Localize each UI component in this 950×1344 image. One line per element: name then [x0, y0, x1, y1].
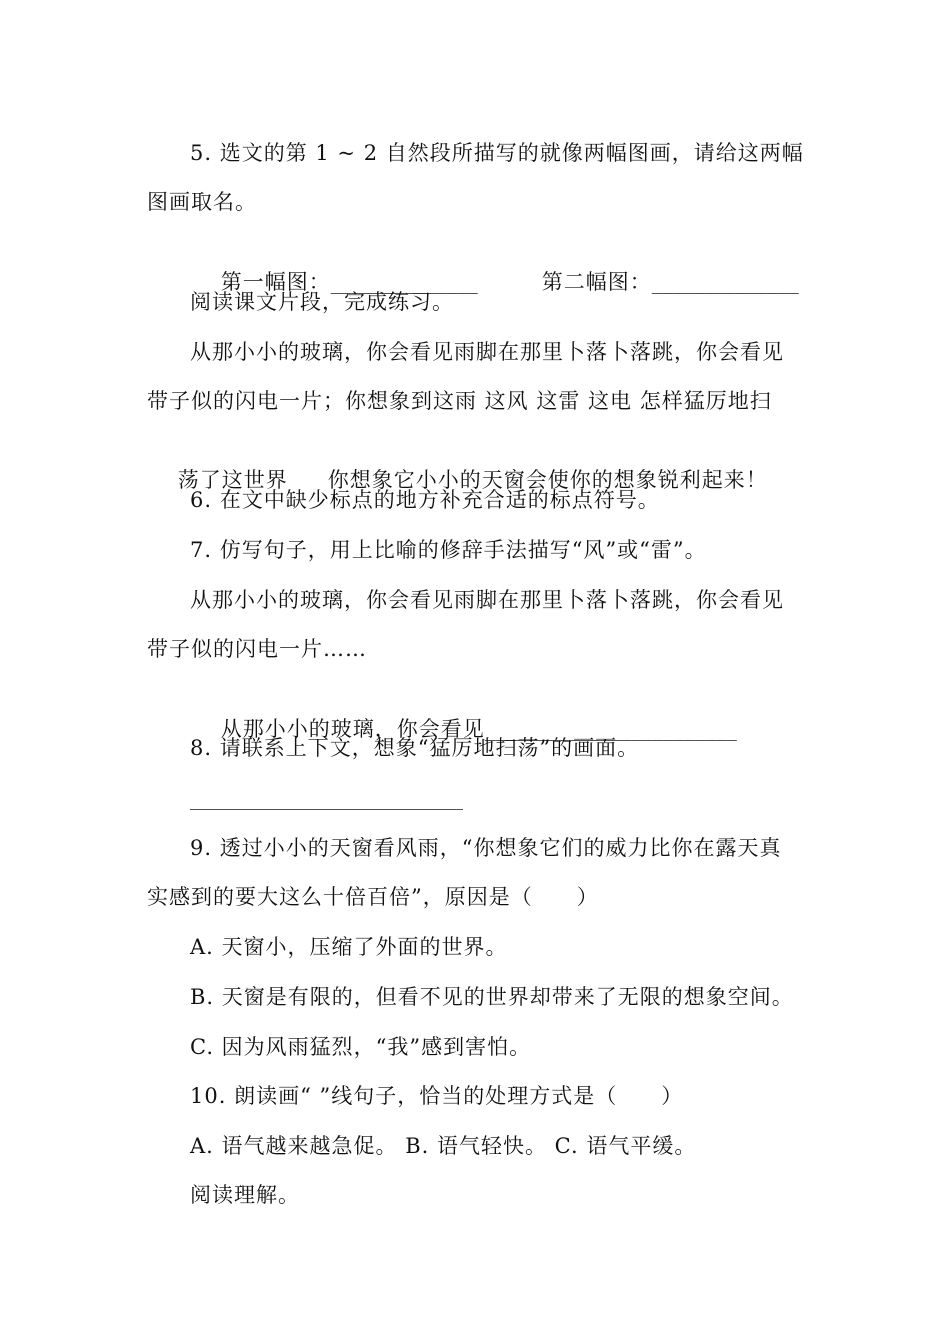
question-8-answer-blank[interactable]: __________________________	[190, 786, 463, 810]
passage-line-1: 从那小小的玻璃，你会看见雨脚在那里卜落卜落跳，你会看见	[190, 340, 784, 364]
figure-1-answer-blank[interactable]: ______________	[330, 270, 478, 294]
figure-2-answer-blank[interactable]: ______________	[651, 270, 799, 294]
figure-1-label: 第一幅图：	[220, 270, 331, 294]
question-8: 8. 请联系上下文，想象“猛厉地扫荡”的画面。	[190, 736, 640, 760]
figure-2-label: 第二幅图：	[541, 270, 652, 294]
passage-line-3-end: 你想象它小小的天窗会使你的想象锐利起来！	[327, 468, 768, 492]
question-7-prompt: 从那小小的玻璃，你会看见	[220, 717, 485, 741]
question-10-options: A. 语气越来越急促。 B. 语气轻快。 C. 语气平缓。	[190, 1134, 697, 1158]
question-9-option-a: A. 天窗小，压缩了外面的世界。	[190, 935, 508, 959]
question-10: 10. 朗读画“ ”线句子，恰当的处理方式是（ ）	[190, 1084, 684, 1108]
question-9-option-c: C. 因为风雨猛烈，“我”感到害怕。	[190, 1035, 532, 1059]
question-5-line-2: 图画取名。	[147, 190, 257, 214]
question-9-line-2: 实感到的要大这么十倍百倍”，原因是（ ）	[147, 885, 599, 909]
question-9-line-1: 9. 透过小小的天窗看风雨，“你想象它们的威力比你在露天真	[190, 836, 782, 860]
passage-line-2: 带子似的闪电一片；你想象到这雨 这风 这雷 这电 怎样猛厉地扫	[147, 389, 772, 413]
question-9-option-b: B. 天窗是有限的，但看不见的世界却带来了无限的想象空间。	[190, 985, 794, 1009]
question-6: 6. 在文中缺少标点的地方补充合适的标点符号。	[190, 488, 660, 512]
reading-instruction: 阅读课文片段，完成练习。	[190, 290, 454, 314]
question-7: 7. 仿写句子，用上比喻的修辞手法描写“风”或“雷”。	[190, 538, 707, 562]
question-7-example-line-1: 从那小小的玻璃，你会看见雨脚在那里卜落卜落跳，你会看见	[190, 588, 784, 612]
reading-comprehension-heading: 阅读理解。	[190, 1183, 300, 1207]
passage-line-3-start: 荡了这世界	[177, 468, 288, 492]
question-7-example-line-2: 带子似的闪电一片……	[147, 637, 367, 661]
question-5-line-1: 5. 选文的第 1 ~ 2 自然段所描写的就像两幅图画，请给这两幅	[190, 141, 804, 165]
question-7-answer-blank[interactable]: ________________________	[484, 717, 737, 741]
